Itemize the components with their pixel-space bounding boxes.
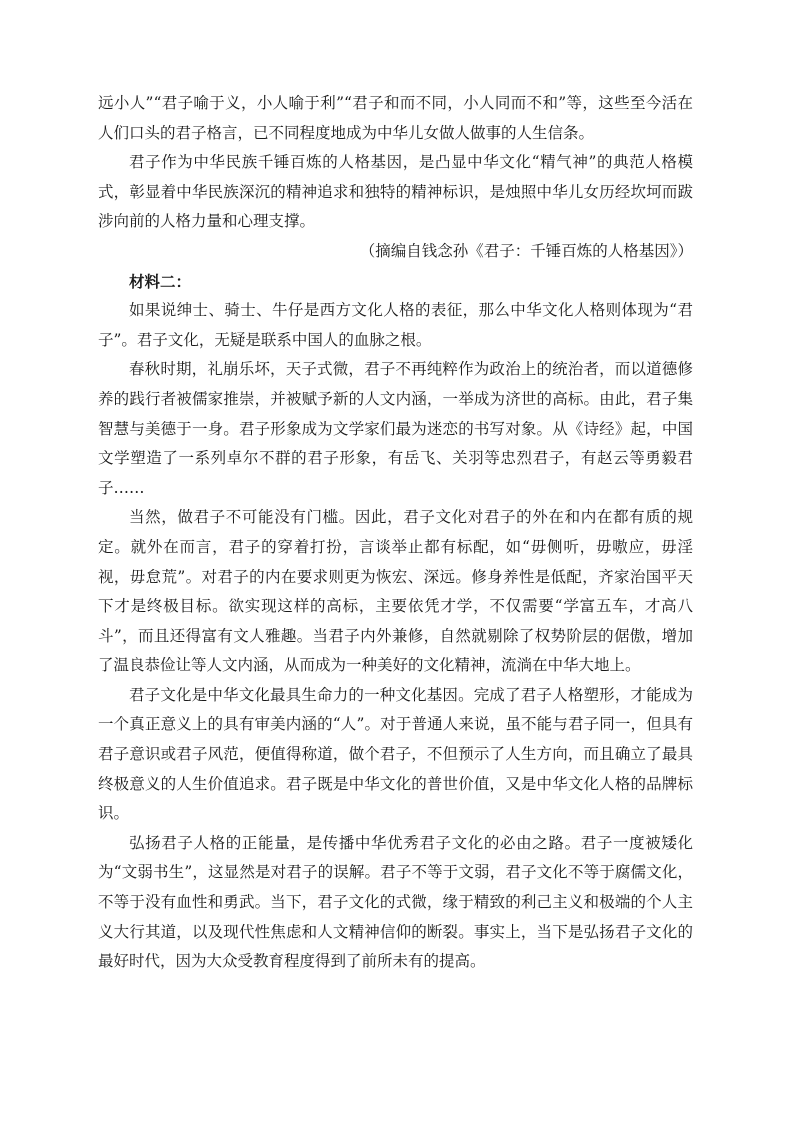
material1-source-citation: （摘编自钱念孙《君子：千锤百炼的人格基因》） — [359, 241, 693, 260]
material1-paragraph-1: 远小人”“君子喻于义，小人喻于利”“君子和而不同，小人同而不和”等，这些至今活在人们口头的君子格言，已不同程度地成为中华儿女做人做事的人生信条。 — [98, 94, 693, 142]
material2-paragraph-4: 君子文化是中华文化最具生命力的一种文化基因。完成了君子人格塑形，才能成为一个真正意义上的具有审美内涵的“人”。对于普通人来说，虽不能与君子同一，但具有君子意识或君子风范，便值得称道，做个君子，不但预示了人生方向，而且确立了最具终极意义的人生价值追求。君子既是中华文化的普世价值，又是中华文化人格的品牌标识。 — [98, 685, 693, 823]
material2-paragraph-5: 弘扬君子人格的正能量，是传播中华优秀君子文化的必由之路。君子一度被矮化为“文弱书生”，这显然是对君子的误解。君子不等于文弱，君子文化不等于腐儒文化，不等于没有血性和勇武。当下，君子文化的式微，缘于精致的利己主义和极端的个人主义大行其道，以及现代性焦虑和人文精神信仰的断裂。事实上，当下是弘扬君子文化的最好时代，因为大众受教育程度得到了前所未有的提高。 — [98, 833, 693, 971]
material2-paragraph-2: 春秋时期，礼崩乐坏，天子式微，君子不再纯粹作为政治上的统治者，而以道德修养的践行者被儒家推崇，并被赋予新的人文内涵，一举成为济世的高标。由此，君子集智慧与美德于一身。君子形象成为文学家们最为迷恋的书写对象。从《诗经》起，中国文学塑造了一系列卓尔不群的君子形象，有岳飞、关羽等忠烈君子，有赵云等勇毅君子…… — [98, 360, 693, 497]
material1-paragraph-2: 君子作为中华民族千锤百炼的人格基因，是凸显中华文化“精气神”的典范人格模式，彰显着中华民族深沉的精神追求和独特的精神标识，是烛照中华儿女历经坎坷而跋涉向前的人格力量和心理支撑。 — [98, 153, 693, 231]
material2-heading: 材料二： — [129, 271, 192, 291]
material2-paragraph-1: 如果说绅士、骑士、牛仔是西方文化人格的表征，那么中华文化人格则体现为“君子”。君子文化，无疑是联系中国人的血脉之根。 — [98, 301, 693, 349]
document-body — [98, 89, 693, 977]
material2-paragraph-3: 当然，做君子不可能没有门槛。因此，君子文化对君子的外在和内在都有质的规定。就外在而言，君子的穿着打扮，言谈举止都有标配，如“毋侧听，毋嗷应，毋淫视，毋怠荒”。对君子的内在要求则更为恢宏、深远。修身养性是低配，齐家治国平天下才是终极目标。欲实现这样的高标，主要依凭才学，不仅需要“学富五车，才高八斗”，而且还得富有文人雅趣。当君子内外兼修，自然就剔除了权势阶层的倨傲，增加了温良恭俭让等人文内涵，从而成为一种美好的文化精神，流淌在中华大地上。 — [98, 508, 693, 675]
